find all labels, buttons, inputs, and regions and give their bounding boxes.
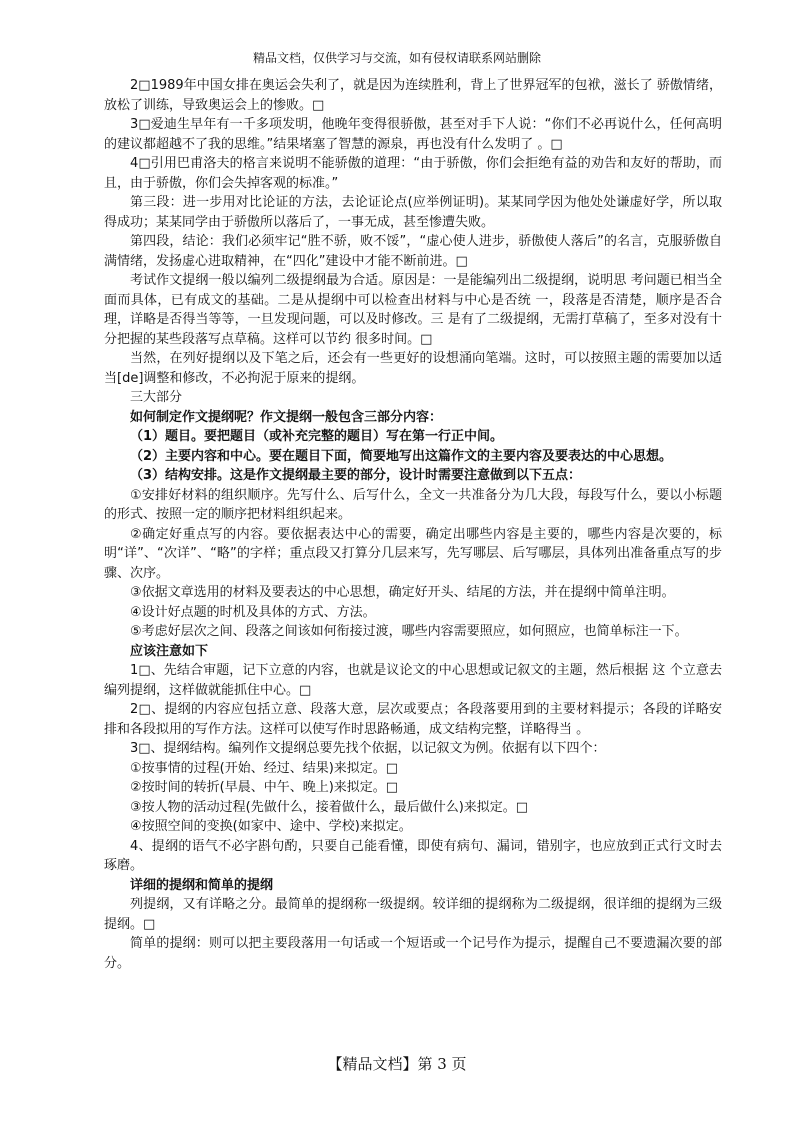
paragraph-simple-outline: 简单的提纲：则可以把主要段落用一句话或一个短语或一个记号作为提示，提醒自己不要遗漏次要的部分。 [104,936,722,971]
paragraph-1989-volleyball: 2□1989年中国女排在奥运会失利了，就是因为连续胜利，背上了世界冠军的包袱，滋长了 骄傲情绪，放松了训练，导致奥运会上的惨败。□ [104,78,722,113]
document-body [104,76,722,973]
structure-point-4: ④设计好点题的时机及具体的方式、方法。 [130,604,376,620]
paragraph-edison: 3□爱迪生早年有一千多项发明，他晚年变得很骄傲，甚至对手下人说：“你们不必再说什么，任何高明的建议都超越不了我的思维。”结果堵塞了智慧的源泉，再也没有什么发明了 。□ [104,117,722,152]
section-three-parts: 三大部分 [130,390,183,405]
structure-point-3: ③依据文章选用的材料及要表达的中心思想，确定好开头、结尾的方法，并在提纲中简单注明。 [130,585,675,600]
paragraph-outline-levels: 列提纲，又有详略之分。最简单的提纲称一级提纲。较详细的提纲称为二级提纲，很详细的提纲为三级提纲。□ [104,897,722,932]
note-3-item-3: ③按人物的活动过程(先做什么，接着做什么，最后做什么)来拟定。□ [130,799,529,815]
heading-how-to-outline: 如何制定作文提纲呢？作文提纲一般包含三部分内容： [130,409,443,425]
structure-point-5: ⑤考虑好层次之间、段落之间该如何衔接过渡，哪些内容需要照应，如何照应，也简单标注一下。 [130,624,688,639]
outline-item-main-content: （2）主要内容和中心。要在题目下面，简要地写出这篇作文的主要内容及要表达的中心思想。 [130,448,673,464]
heading-detailed-simple: 详细的提纲和简单的提纲 [130,877,274,893]
paragraph-adjustment: 当然，在列好提纲以及下笔之后，还会有一些更好的设想涌向笔端。这时，可以按照主题的需要加以适当[de]调整和修改，不必拘泥于原来的提纲。 [104,351,722,386]
structure-point-1: ①安排好材料的组织顺序。先写什么、后写什么，全文一共准备分为几大段，每段写什么，要以小标题的形式、按照一定的顺序把材料组织起来。 [104,487,722,522]
outline-item-title: （1）题目。要把题目（或补充完整的题目）写在第一行正中间。 [130,429,504,444]
paragraph-exam-outline: 考试作文提纲一般以编列二级提纲最为合适。原因是：一是能编列出二级提纲，说明思 考问题已相当全面而具体，已有成文的基础。二是从提纲中可以检查出材料与中心是否统 一，段落是否清楚，顺序是否合理，详略是否得当等等，一旦发现问题，可以及时修改。三 是有了二级提纲，无需打草稿了，至多对没有十分把握的某些段落写点草稿。这样可以节约 很多时间。□ [104,273,722,347]
note-3-item-2: ②按时间的转折(早晨、中午、晚上)来拟定。□ [130,780,399,795]
page-footer: 【精品文档】第 3 页 [327,1055,467,1073]
paragraph-pavlov-quote: 4□引用巴甫洛夫的格言来说明不能骄傲的道理：“由于骄傲，你们会拒绝有益的劝告和友好的帮助，而且，由于骄傲，你们会失掉客观的标准。” [104,156,722,191]
structure-point-2: ②确定好重点写的内容。要依据表达中心的需要，确定出哪些内容是主要的，哪些内容是次要的，标明“详”、“次详”、“略”的字样；重点段又打算分几层来写，先写哪层、后写哪层，具体列出准备重点写的步骤、次序。 [104,526,722,581]
note-3-item-1: ①按事情的过程(开始、经过、结果)来拟定。□ [130,760,399,776]
note-2: 2□、提纲的内容应包括立意、段落大意，层次或要点；各段落要用到的主要材料提示；各段的详略安排和各段拟用的写作方法。这样可以使写作时思路畅通，成文结构完整，详略得当 。 [104,702,722,737]
note-4: 4、提纲的语气不必字斟句酌，只要自己能看懂，即使有病句、漏词，错别字，也应放到正式行文时去琢磨。 [104,838,722,873]
heading-notes: 应该注意如下 [130,643,209,659]
note-1: 1□、先结合审题，记下立意的内容，也就是议论文的中心思想或记叙文的主题，然后根据 这 个立意去编列提纲，这样做就能抓住中心。□ [104,663,722,698]
page-header: 精品文档，仅供学习与交流，如有侵权请联系网站删除 [252,51,541,65]
outline-item-structure: （3）结构安排。这是作文提纲最主要的部分，设计时需要注意做到以下五点： [130,468,582,483]
paragraph-fourth-section: 第四段，结论：我们必须牢记“胜不骄，败不馁”，“虚心使人进步，骄傲使人落后”的名言，克服骄傲自满情绪，发扬虚心进取精神，在“四化”建设中才能不断前进。□ [104,234,722,269]
note-3-item-4: ④按照空间的变换(如家中、途中、学校)来拟定。 [130,819,412,834]
paragraph-third-section: 第三段：进一步用对比论证的方法，去论证论点(应举例证明)。某某同学因为他处处谦虚好学，所以取得成功；某某同学由于骄傲所以落后了，一事无成，甚至惨遭失败。 [104,195,722,230]
note-3: 3□、提纲结构。编列作文提纲总要先找个依据，以记叙文为例。依据有以下四个： [130,741,606,756]
